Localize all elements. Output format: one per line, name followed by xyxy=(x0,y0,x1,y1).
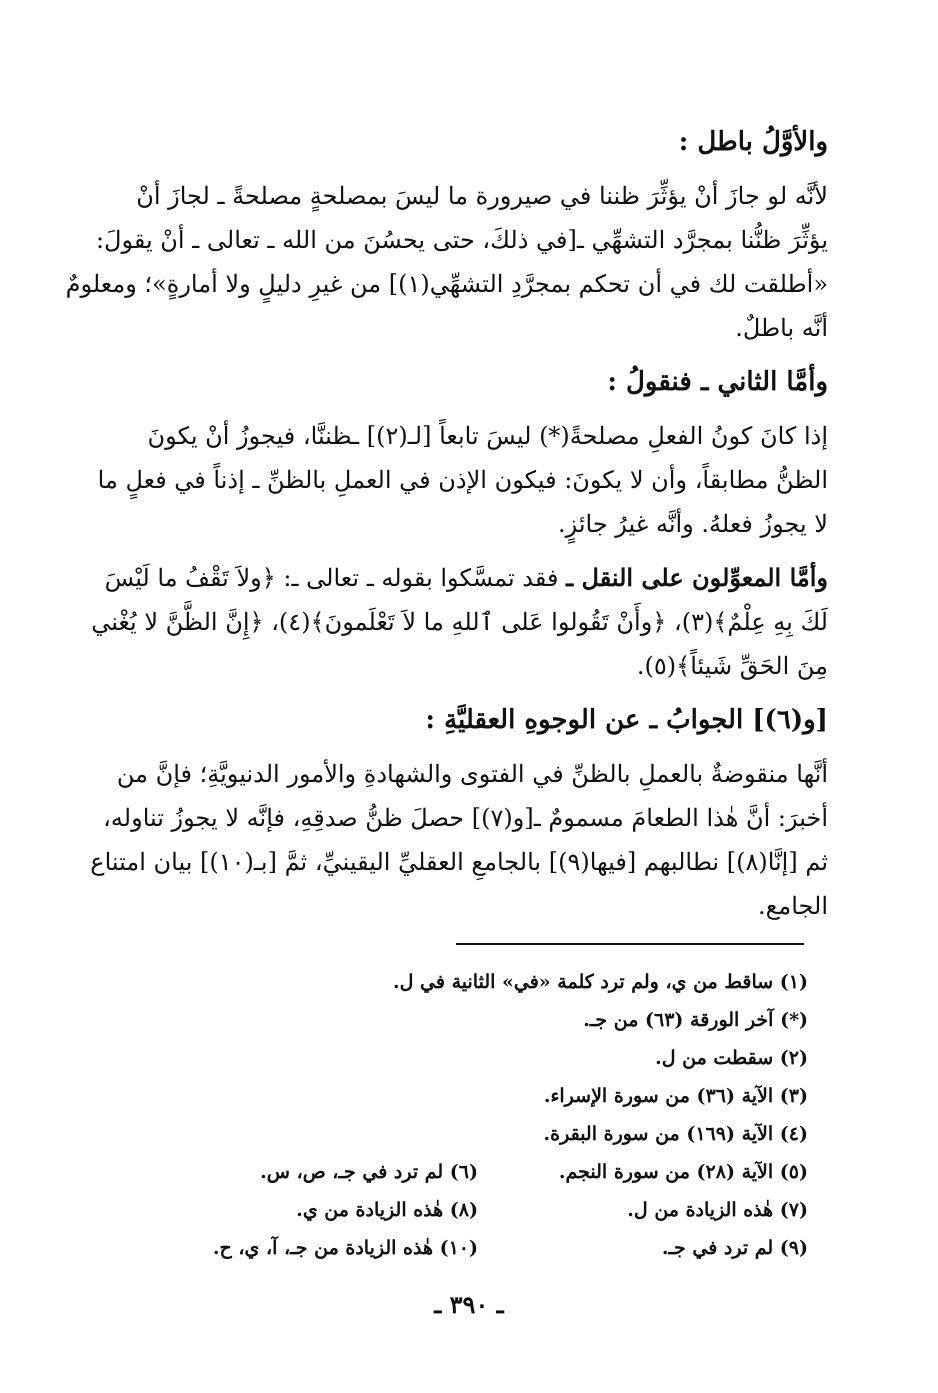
main-text xyxy=(65,120,828,938)
footnote-row xyxy=(150,1115,808,1153)
footnote-row xyxy=(150,1153,808,1191)
footnote-row xyxy=(150,1039,808,1077)
heading-answer: [و(٦)] الجوابُ ـ عن الوجوهِ العقليَّةِ : xyxy=(425,705,828,735)
footnotes xyxy=(150,963,808,1267)
footnote-4: (٤) الآية (١٦٩) من سورة البقرة. xyxy=(543,1123,808,1145)
text-fragment: فقد تمسَّكوا بقوله ـ تعالى ـ: ﴿ولاَ تَقْفُ ما لَيْسَ xyxy=(104,564,567,592)
footnote-row xyxy=(150,1001,808,1039)
text-line: إذا كانَ كونُ الفعلِ مصلحةً(*) ليسَ تابعاً [لـ(٢)] ـظننَّا، فيجوزُ أنْ يكونَ xyxy=(147,422,828,450)
footnote-9: (٩) لم ترد في جـ. xyxy=(661,1237,808,1259)
footnote-row xyxy=(150,963,808,1001)
text-line: يؤثِّرَ ظنُّنا بمجرَّد التشهِّي ـ[في ذلكَ، حتى يحسُنَ من الله ـ تعالى ـ أنْ يقولَ: xyxy=(95,226,828,254)
footnote-5: (٥) الآية (٢٨) من سورة النجم. xyxy=(558,1161,808,1183)
text-line: أخبرَ: أنَّ هٰذا الطعامَ مسمومٌ ـ[و(٧)] حصلَ ظنُّ صدقِهِ، فإنَّه لا يجوزُ تناوله، xyxy=(103,804,828,832)
footnote-8: (٨) هٰذه الزيادة من ي. xyxy=(296,1199,478,1221)
text-line: لأنَّه لو جازَ أنْ يؤثِّرَ ظننا في صيرورة ما ليسَ بمصلحةٍ مصلحةً ـ لجازَ أنْ xyxy=(136,182,828,210)
footnote-6: (٦) لم ترد في جـ، ص، س. xyxy=(260,1161,478,1183)
text-line xyxy=(104,556,828,600)
paragraph-2 xyxy=(97,414,828,546)
footnote-row xyxy=(150,1077,808,1115)
heading-second: وأمَّا الثاني ـ فنقولُ : xyxy=(607,367,828,397)
footnote-row xyxy=(150,1229,808,1267)
bold-lead: وأمَّا المعوِّلون على النقل ـ xyxy=(566,563,828,592)
footnote-3: (٣) الآية (٣٦) من سورة الإسراء. xyxy=(543,1085,808,1107)
footnote-10: (١٠) هٰذه الزيادة من جـ، آ، ي، ح. xyxy=(212,1237,478,1259)
footnote-7: (٧) هٰذه الزيادة من ل. xyxy=(627,1199,808,1221)
footnote-row xyxy=(150,1191,808,1229)
paragraph-3 xyxy=(91,556,828,688)
paragraph-4 xyxy=(90,752,828,928)
page-number: ـ ٣٩٠ ـ xyxy=(434,1290,504,1319)
text-line: أنَّها منقوضةٌ بالعملِ بالظنِّ في الفتوى والشهادةِ والأمور الدنيويَّةِ؛ فإنَّ من xyxy=(116,760,828,788)
heading-first-invalid: والأوَّلُ باطل : xyxy=(678,127,828,157)
text-line: ثم [إنَّا(٨)] نطالبهم [فيها(٩)] بالجامعِ العقليِّ اليقينيِّ، ثمَّ [بـ(١٠)] بيان امتناع xyxy=(90,848,828,876)
text-line: أنَّه باطلٌ. xyxy=(735,314,828,342)
footnote-star: (*) آخر الورقة (٦٣) من جـ. xyxy=(583,1009,808,1031)
footnote-2: (٢) سقطت من ل. xyxy=(655,1047,808,1069)
text-line: الجامع. xyxy=(757,892,828,920)
text-line: «أطلقت لك في أن تحكم بمجرَّدِ التشهِّي(١)] من غيرِ دليلٍ ولا أمارةٍ»؛ ومعلومٌ xyxy=(65,270,828,298)
footnote-divider xyxy=(456,943,804,945)
text-line: مِنَ الحَقِّ شَيئاً﴾(٥). xyxy=(636,652,828,680)
footnote-1: (١) ساقط من ي، ولم ترد كلمة «في» الثانية في ل. xyxy=(393,971,808,993)
text-line: الظنُّ مطابقاً، وأن لا يكونَ: فيكون الإذن في العملِ بالظنِّ ـ إذناً في فعلٍ ما xyxy=(97,466,828,494)
text-line: لَكَ بِهِ عِلْمٌ﴾(٣)، ﴿وأَنْ تَقُولوا عَلى ٱللهِ ما لاَ تَعْلَمونَ﴾(٤)، ﴿إِنَّ الظَّنَّ لا يُغْني xyxy=(91,608,828,636)
text-line: لا يجوزُ فعلهُ. وأنَّه غيرُ جائزٍ. xyxy=(557,510,828,538)
paragraph-1 xyxy=(65,174,828,350)
